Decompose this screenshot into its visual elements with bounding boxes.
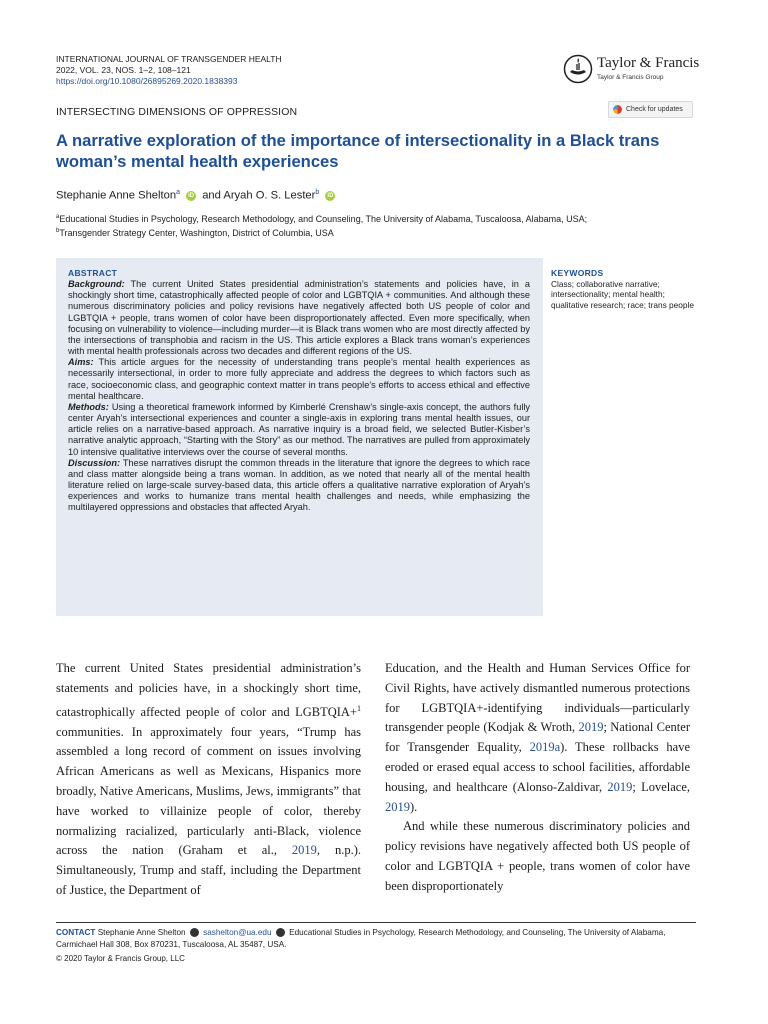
author-conjunction: and (202, 189, 221, 202)
orcid-icon[interactable]: iD (188, 192, 195, 199)
check-for-updates-button[interactable] (608, 101, 693, 118)
citation-link[interactable]: 2019a (529, 740, 561, 755)
crossmark-icon (613, 105, 622, 114)
abstract-heading: ABSTRACT (68, 268, 118, 278)
footnote-marker[interactable]: 1 (357, 703, 361, 713)
copyright: © 2020 Taylor & Francis Group, LLC (56, 954, 185, 963)
contact-note (56, 927, 696, 950)
author-name[interactable]: Aryah O. S. Lester (223, 189, 316, 202)
doi-link[interactable]: https://doi.org/10.1080/26895269.2020.1838393 (56, 76, 238, 87)
abstract-aims: Aims: This article argues for the necessity of understanding trans people’s mental health experiences as necessarily intersectional, in order to more fully appreciate and address the degrees to which factors such as race, socioeconomic class, and geographic context matter in trans people’s efforts to access ethical and effective mental healthcare. (68, 357, 530, 401)
publisher-name: Taylor & Francis (597, 55, 700, 71)
affiliation-line: $^a$Educational Studies in Psychology, Research Methodology, and Counseling, The University of Alabama, Tuscaloosa, Alabama, USA; (56, 214, 588, 224)
footer-divider (56, 922, 696, 923)
affiliation-line: $^b$Transgender Strategy Center, Washington, District of Columbia, USA (56, 227, 334, 238)
author-list (56, 189, 338, 202)
affiliation-marker: a (176, 189, 180, 196)
keywords (551, 268, 696, 311)
journal-issue: 2022, VOL. 23, NOS. 1–2, 108–121 (56, 65, 191, 76)
affiliation-marker: b (315, 189, 320, 196)
contact-address: Educational Studies in Psychology, Research Methodology, and Counseling, The University of Alabama, Carmichael Hall 308, Box 870231, Tuscaloosa, AL 35487, USA. (56, 928, 666, 949)
orcid-icon[interactable]: iD (327, 192, 334, 199)
taylor-francis-lamp-icon (563, 54, 593, 84)
contact-name: Stephanie Anne Shelton (97, 928, 186, 937)
abstract-methods: Methods: Using a theoretical framework informed by Kimberlé Crenshaw’s single-axis concept, the authors fully center Aryah’s intersectional experiences and counter a single-axis in exploring trans mental health issues, our article relies on a narrative-based approach. As narrative inquiry is a broad field, we selected Butler-Kisber’s narrative analytic approach, “Starting with the Story” as our method. The narratives are pulled from approximately 10 intensive qualitative interviews over the course of several months. (68, 401, 530, 457)
abstract-background: Background: The current United States presidential administration’s statements and policies have, in a shockingly short time, catastrophically affected people of color and LGBTQIA + communities. And although these numerous discriminatory policies and policy revisions have negatively affected both US people of color and LGBTQIA + people, trans women of color have been disproportionately affected. Even more specifically, when focusing on vulnerability to violence—including murder—it is Black trans women who are most directly affected by the intersections of transphobia and racism in the US. This article explores a Black trans woman’s experiences with mental health professionals across two decades and different regions of the US. (68, 279, 530, 357)
article-title: A narrative exploration of the importance of intersectionality in a Black trans woman’s mental health experiences (56, 131, 660, 171)
contact-label: CONTACT (56, 928, 96, 937)
publisher-logo[interactable] (563, 54, 703, 88)
author-name[interactable]: Stephanie Anne Shelton (56, 189, 177, 202)
keywords-heading: KEYWORDS (551, 268, 604, 278)
body-column-left (56, 659, 361, 901)
citation-link[interactable]: 2019 (578, 720, 604, 735)
section-label: INTERSECTING DIMENSIONS OF OPPRESSION (56, 106, 298, 118)
contact-email[interactable]: sashelton@ua.edu (203, 928, 272, 937)
journal-name: INTERNATIONAL JOURNAL OF TRANSGENDER HEALTH (56, 54, 282, 64)
abstract (68, 268, 530, 513)
journal-meta (56, 54, 282, 88)
citation-link[interactable]: 2019 (607, 779, 633, 794)
body-paragraph: Education, and the Health and Human Services Office for Civil Rights, have actively dismantled numerous protections for LGBTQIA+-identifying individuals—particularly transgender people (Kodjak & Wroth, 2019; National Center for Transgender Equality, 2019a). These rollbacks have eroded or erased equal access to school facilities, affordable housing, and healthcare (Alonso-Zaldivar, 2019; Lovelace, 2019). (385, 661, 691, 814)
body-column-right (385, 659, 690, 897)
body-paragraph: And while these numerous discriminatory policies and policy revisions have negatively affected both US people of color and LGBTQIA + people, trans women of color have been disproportionately (385, 819, 690, 893)
body-paragraph: The current United States presidential administration’s statements and policies have, in a shockingly short time, catastrophically affected people of color and LGBTQIA+$^1$ communities. In approximately four years, “Trump has assembled a long record of comment on issues involving African Americans as well as Mexicans, Hispanics more broadly, Native Americans, Muslims, Jews, immigrants” that have worked to villainize people of color, thereby normalizing racialized, particularly anti-Black, violence across the nation (Graham et al., 2019, n.p.). Simultaneously, Trump and staff, including the Department of Justice, the Department of (56, 661, 361, 897)
citation-link[interactable]: 2019 (385, 799, 410, 814)
check-for-updates-label: Check for updates (626, 106, 683, 113)
address-icon (276, 928, 285, 937)
keywords-list: Class; collaborative narrative; intersectionality; mental health; qualitative research; race; trans people (551, 278, 694, 311)
publisher-group: Taylor & Francis Group (597, 74, 664, 81)
citation-link[interactable]: 2019 (291, 843, 317, 858)
abstract-discussion: Discussion: These narratives disrupt the common threads in the literature that ignore the degrees to which race and class matter alongside being a trans woman. In addition, as we noted that nearly all of the mental health literature relied on large-scale survey-based data, this article offers a qualitative narrative exploration of Aryah’s experiences and works to humanize trans mental health challenges and needs, while emphasizing the multilayered oppressions and obstacles that affected Aryah. (68, 457, 530, 513)
affiliations (56, 212, 587, 240)
email-icon (190, 928, 199, 937)
